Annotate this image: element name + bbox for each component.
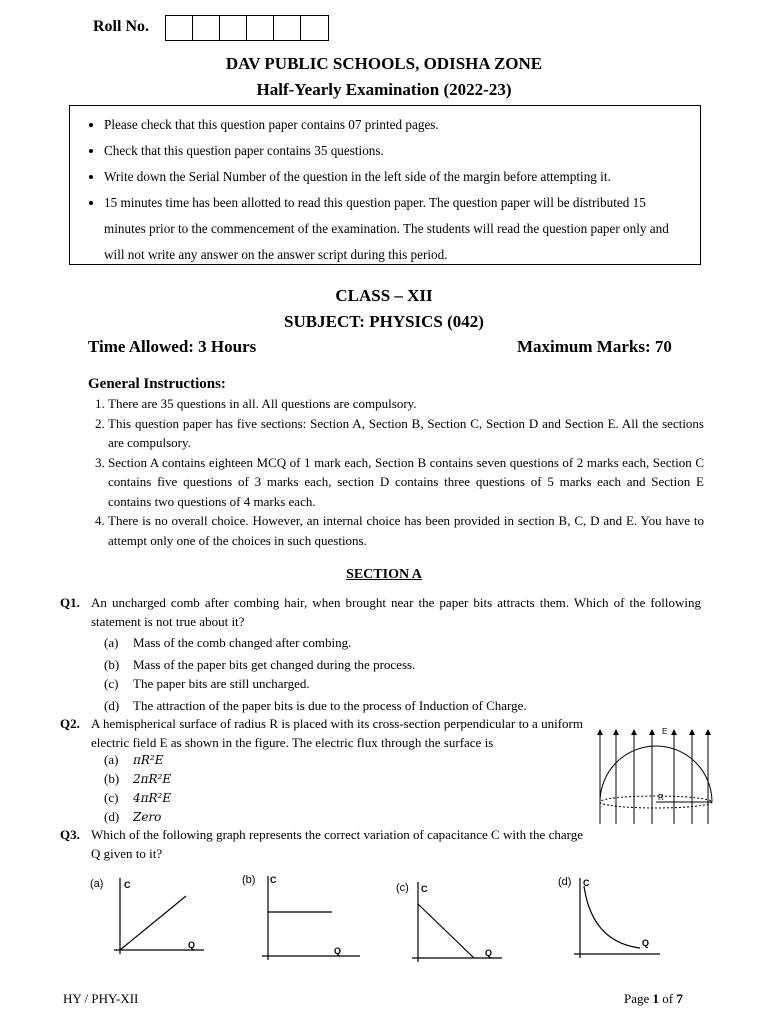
instruction-item: 1. There are 35 questions in all. All questions are compulsory. [108, 394, 704, 414]
footer-code: HY / PHY-XII [63, 991, 139, 1006]
roll-number-boxes[interactable] [165, 15, 329, 41]
y-axis-label: C [583, 878, 590, 888]
question-text: An uncharged comb after combing hair, when brought near the paper bits attracts them. Which of the following statement is not true about it? [91, 595, 701, 629]
curve-decreasing [584, 886, 640, 948]
notice-box [69, 105, 701, 265]
hemisphere-field-figure [594, 726, 714, 826]
instruction-item: 2. This question paper has five sections: Section A, Section B, Section C, Section D and Section E. All the sections are compulsory. [108, 414, 704, 453]
class-label: CLASS – XII [335, 286, 433, 305]
option-c: (c) 4πR²E [104, 790, 172, 805]
question-text: A hemispherical surface of radius R is placed with its cross-section perpendicular to a uniform electric field E as shown in the figure. The electric flux through the surface is [91, 716, 583, 750]
notice-item: • 15 minutes time has been allotted to read this question paper. The question paper will be distributed 15 minutes prior to the commencement of the examination. The students will read the question paper only and will not write any answer on the answer script during this period. [104, 190, 690, 268]
x-axis-label: Q [485, 948, 493, 958]
roll-box[interactable] [166, 16, 193, 40]
notice-item: • Write down the Serial Number of the question in the left side of the margin before attempting it. [104, 164, 690, 190]
y-axis-label: C [270, 875, 277, 885]
graph-a [86, 870, 210, 962]
option-a: (a) Mass of the comb changed after combing. [104, 635, 352, 650]
general-instructions-list [86, 394, 704, 550]
graph-label: (a) [90, 878, 104, 890]
question-number: Q2. [60, 716, 80, 731]
radius-label: R [658, 793, 664, 802]
roll-box[interactable] [301, 16, 328, 40]
roll-box[interactable] [274, 16, 301, 40]
general-instructions-title: General Instructions: [88, 376, 226, 392]
roll-number-label: Roll No. [93, 18, 149, 35]
curve-decreasing-linear [418, 904, 474, 958]
exam-title: Half-Yearly Examination (2022-23) [256, 80, 512, 99]
x-axis-label: Q [334, 946, 342, 956]
graph-d [556, 872, 680, 964]
roll-box[interactable] [193, 16, 220, 40]
option-b: (b) Mass of the paper bits get changed during the process. [104, 657, 416, 672]
x-axis-label: Q [642, 938, 650, 948]
hemisphere-outline [600, 746, 712, 802]
instruction-item: 4. There is no overall choice. However, an internal choice has been provided in section B, C, D and E. You have to attempt only one of the choices in such questions. [108, 511, 704, 550]
time-allowed: Time Allowed: 3 Hours [88, 337, 257, 356]
y-axis-label: C [124, 880, 131, 890]
y-axis-label: C [421, 884, 428, 894]
graph-b [238, 868, 362, 964]
question-text: Which of the following graph represents the correct variation of capacitance C with the charge Q given to it? [91, 827, 583, 861]
option-c: (c) The paper bits are still uncharged. [104, 676, 310, 691]
graph-c [394, 874, 518, 964]
option-d: (d) Zero [104, 809, 162, 824]
maximum-marks: Maximum Marks: 70 [517, 337, 672, 356]
subject-label: SUBJECT: PHYSICS (042) [284, 312, 484, 331]
graph-label: (c) [396, 882, 409, 894]
graph-label: (d) [558, 876, 572, 888]
question-number: Q3. [60, 827, 80, 842]
school-title: DAV PUBLIC SCHOOLS, ODISHA ZONE [225, 54, 543, 73]
notice-item: • Please check that this question paper contains 07 printed pages. [104, 112, 690, 138]
roll-box[interactable] [220, 16, 247, 40]
notice-item: • Check that this question paper contains 35 questions. [104, 138, 690, 164]
option-a: (a) πR²E [104, 752, 164, 767]
roll-box[interactable] [247, 16, 274, 40]
field-label: E [662, 727, 668, 736]
curve-linear [120, 896, 186, 950]
graph-label: (b) [242, 874, 256, 886]
section-a-title: SECTION A [346, 567, 422, 582]
page-number: Page 1 of 7 [624, 991, 683, 1006]
x-axis-label: Q [188, 940, 196, 950]
question-number: Q1. [60, 595, 80, 610]
option-d: (d) The attraction of the paper bits is due to the process of Induction of Charge. [104, 698, 527, 713]
option-b: (b) 2πR²E [104, 771, 172, 786]
instruction-item: 3. Section A contains eighteen MCQ of 1 mark each, Section B contains seven questions of 2 marks each, Section C contains five questions of 3 marks each, section D contains three questions of 5 marks each and Section E contains two questions of 4 marks each. [108, 453, 704, 512]
